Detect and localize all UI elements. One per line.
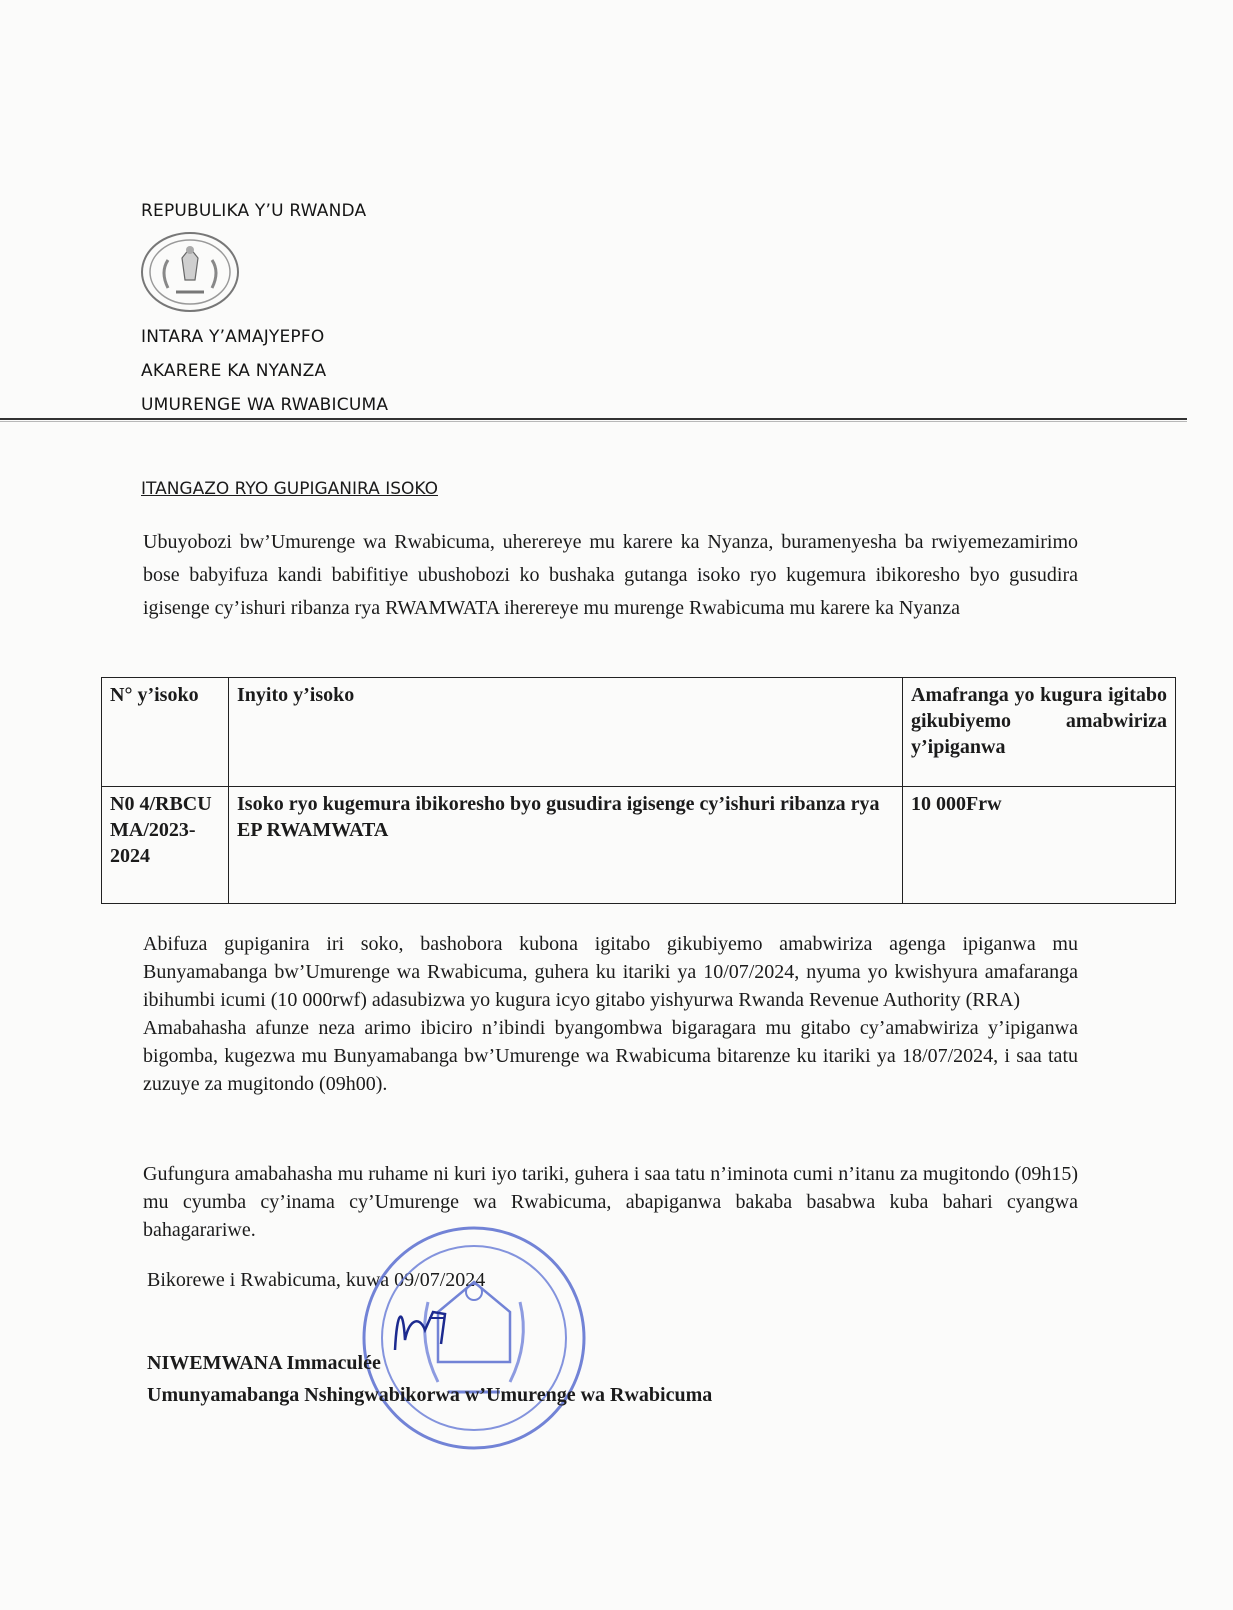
- place-and-date: Bikorewe i Rwabicuma, kuwa 09/07/2024: [147, 1269, 486, 1291]
- submission-paragraph: Amabahasha afunze neza arimo ibiciro n’ibindi byangombwa bigaragara mu gitabo cy’amabwiriza y’ipiganwa bigomba, kugezwa mu Bunyamabanga bw’Umurenge wa Rwabicuma bitarenze ku itariki ya 18/07/2024, i saa tatu zuzuye za mugitondo (09h00).: [143, 1017, 1078, 1095]
- signer-role: Umunyamabanga Nshingwabikorwa w’Umurenge wa Rwabicuma: [147, 1384, 713, 1406]
- header-tender-title: Inyito y’isoko: [229, 678, 903, 787]
- intro-paragraph: Ubuyobozi bw’Umurenge wa Rwabicuma, uherereye mu karere ka Nyanza, buramenyesha ba rwiyemezamirimo bose babyifuza kandi babifitiye ubushobozi ko bushaka gutanga isoko ryo kugemura ibikoresho byo gusudira igisenge cy’ishuri ribanza rya RWAMWATA iherereye mu murenge Rwabicuma mu karere ka Nyanza: [143, 531, 1078, 619]
- document-price-cell: 10 000Frw: [903, 787, 1176, 904]
- header-tender-number: N° y’isoko: [102, 678, 229, 787]
- table-row: [102, 787, 1176, 904]
- notice-title: ITANGAZO RYO GUPIGANIRA ISOKO: [141, 479, 438, 499]
- header-document-price: [903, 678, 1176, 787]
- header-divider-shadow: [0, 421, 1187, 422]
- country-heading: REPUBULIKA Y’U RWANDA: [141, 201, 367, 221]
- table-header-row: [102, 678, 1176, 787]
- tender-table: [101, 677, 1176, 904]
- district-heading: AKARERE KA NYANZA: [141, 361, 327, 381]
- purchase-paragraph: Abifuza gupiganira iri soko, bashobora kubona igitabo gikubiyemo amabwiriza agenga ipiganwa mu Bunyamabanga bw’Umurenge wa Rwabicuma, guhera ku itariki ya 10/07/2024, nyuma yo kwishyura amafaranga ibihumbi icumi (10 000rwf) adasubizwa yo kugura icyo gitabo yishyurwa Rwanda Revenue Authority (RRA): [143, 933, 1078, 1011]
- signer-name: NIWEMWANA Immaculée: [147, 1352, 381, 1374]
- province-heading: INTARA Y’AMAJYEPFO: [141, 327, 325, 347]
- tender-title-cell: Isoko ryo kugemura ibikoresho byo gusudira igisenge cy’ishuri ribanza rya EP RWAMWATA: [229, 787, 903, 904]
- tender-number-cell: N0 4/RBCU MA/2023-2024: [102, 787, 229, 904]
- header-document-price-text: Amafranga yo kugura igitabo gikubiyemo amabwiriza y’ipiganwa: [911, 684, 1167, 758]
- opening-paragraph: Gufungura amabahasha mu ruhame ni kuri iyo tariki, guhera i saa tatu n’iminota cumi n’itanu za mugitondo (09h15) mu cyumba cy’inama cy’Umurenge wa Rwabicuma, abapiganwa bakaba basabwa kuba bahari cyangwa bahagarariwe.: [143, 1163, 1078, 1241]
- sector-heading: UMURENGE WA RWABICUMA: [141, 395, 389, 415]
- signature-icon: [385, 1300, 465, 1360]
- instructions-block: [143, 930, 1078, 1098]
- header-divider: [0, 418, 1187, 420]
- rwanda-coat-of-arms-icon: [138, 230, 242, 314]
